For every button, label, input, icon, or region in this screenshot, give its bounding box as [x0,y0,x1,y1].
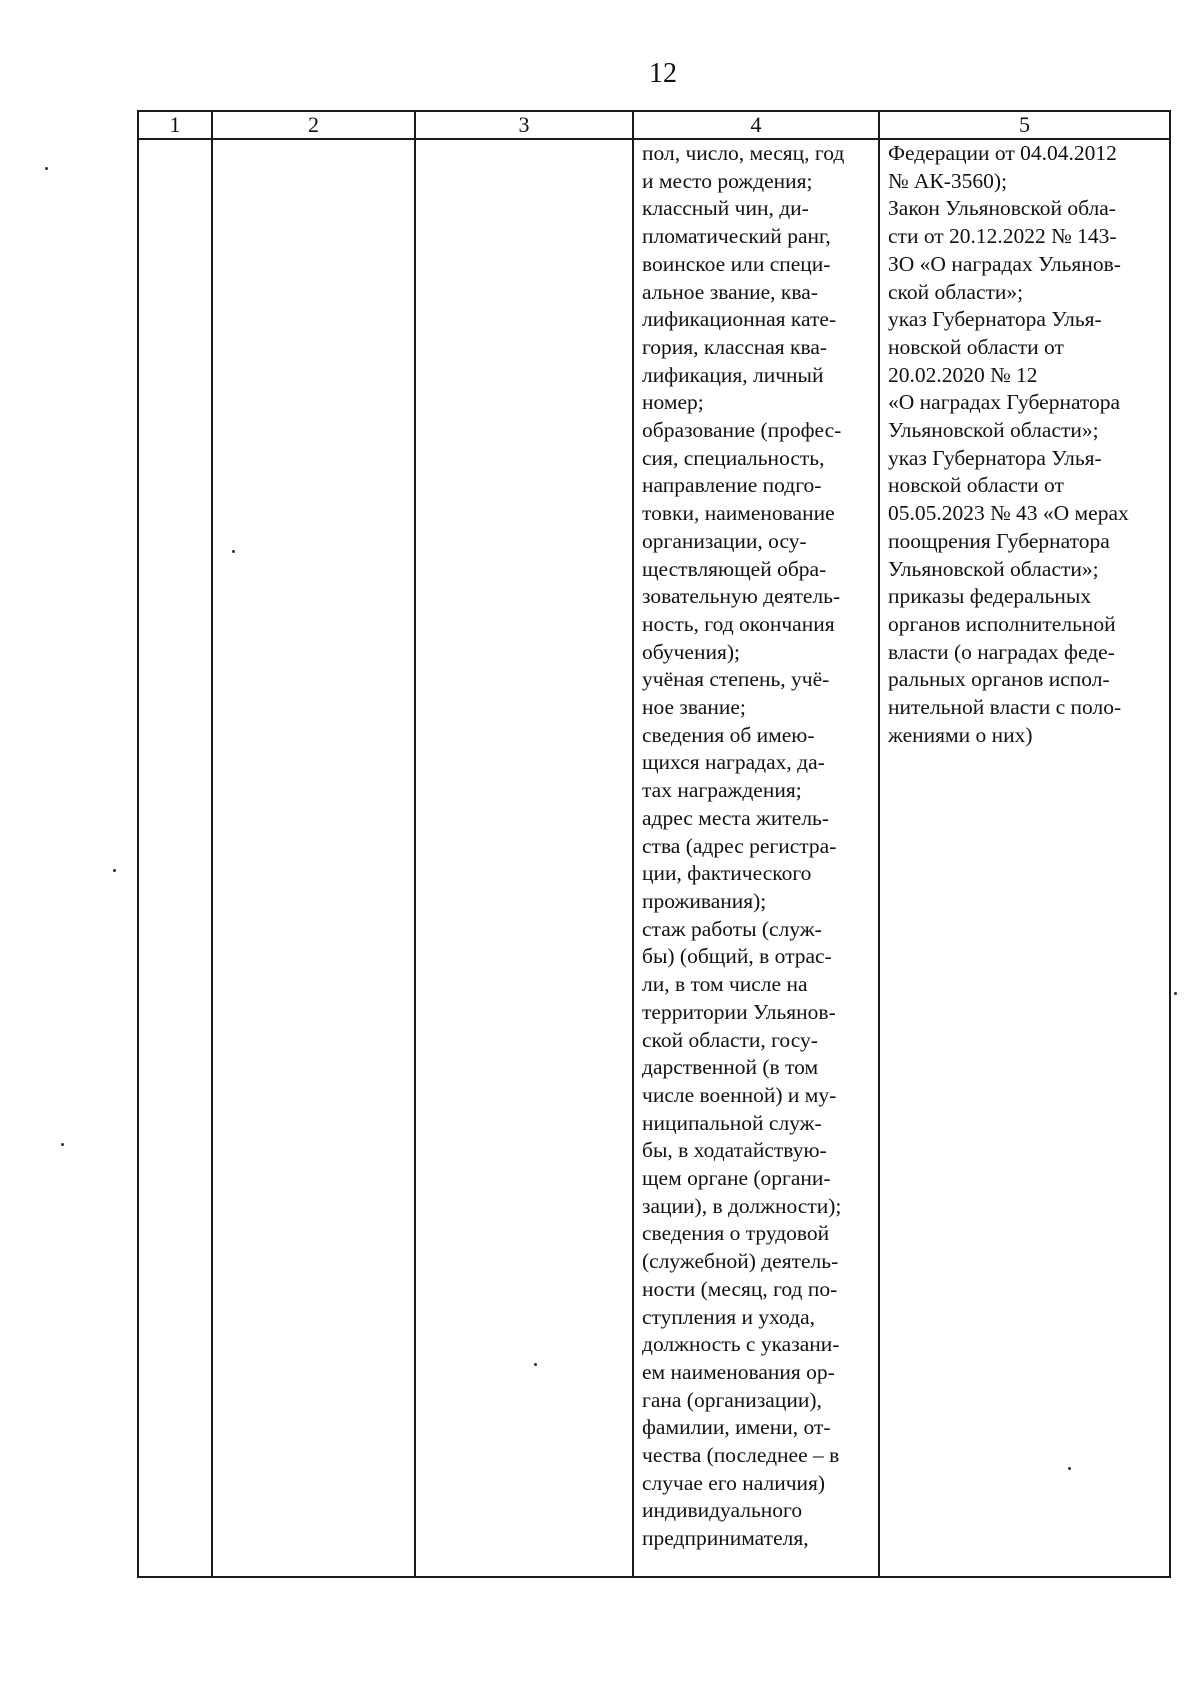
column-divider-1 [211,112,213,1576]
scan-speck [61,1143,64,1146]
column-divider-3 [632,112,634,1576]
column-header-1: 1 [169,112,181,137]
column-divider-4 [878,112,880,1576]
scan-speck [1068,1467,1071,1470]
document-table [137,110,1171,1578]
scan-speck [1174,992,1177,995]
column-header-2: 2 [308,112,319,137]
scan-speck [232,550,235,553]
column-header-3: 3 [518,112,530,137]
scan-speck [45,167,48,170]
column-header-5: 5 [1019,112,1030,137]
column-divider-2 [414,112,416,1576]
scan-speck [113,869,116,872]
column-4-cell-text: пол, число, месяц, год и место рождения; классный чин, ди- пломатический ранг, воинское или специ- альное звание, ква- лификационная кате- гория, классная ква- лификация, личный номер; образование (профес- сия, специальность, направление подго- товки, наименование организации, осу- ществляющей обра- зовательную деятель- ность, год окончания обучения); учёная степень, учё- ное звание; сведения об имею- щихся наградах, да- тах награждения; адрес места житель- ства (адрес регистра- ции, фактического проживания); стаж работы (служ- бы) (общий, в отрас- ли, в том числе на территории Ульянов- ской области, госу- дарственной (в том числе военной) и му- ниципальной служ- бы, в ходатайствую- щем органе (органи- зации), в должности); сведения о трудовой (служебной) деятель- ности (месяц, год по- ступления и ухода, должность с указани- ем наименования ор- гана (организации), фамилии, имени, от- чества (последнее – в случае его наличия) индивидуального предпринимателя, [642,141,845,1551]
scan-speck [534,1363,537,1366]
page-number: 12 [649,58,677,89]
column-5-cell-text: Федерации от 04.04.2012 № АК-3560); Закон Ульяновской обла- сти от 20.12.2022 № 143- ЗО «О наградах Ульянов- ской области»; указ Губернатора Улья- новской области от 20.02.2020 № 12 «О наградах Губернатора Ульяновской области»; указ Губернатора Улья- новской области от 05.05.2023 № 43 «О мерах поощрения Губернатора Ульяновской области»; приказы федеральных органов исполнительной власти (о наградах феде- ральных органов испол- нительной власти с поло- жениями о них) [888,141,1129,747]
column-header-4: 4 [750,112,762,137]
